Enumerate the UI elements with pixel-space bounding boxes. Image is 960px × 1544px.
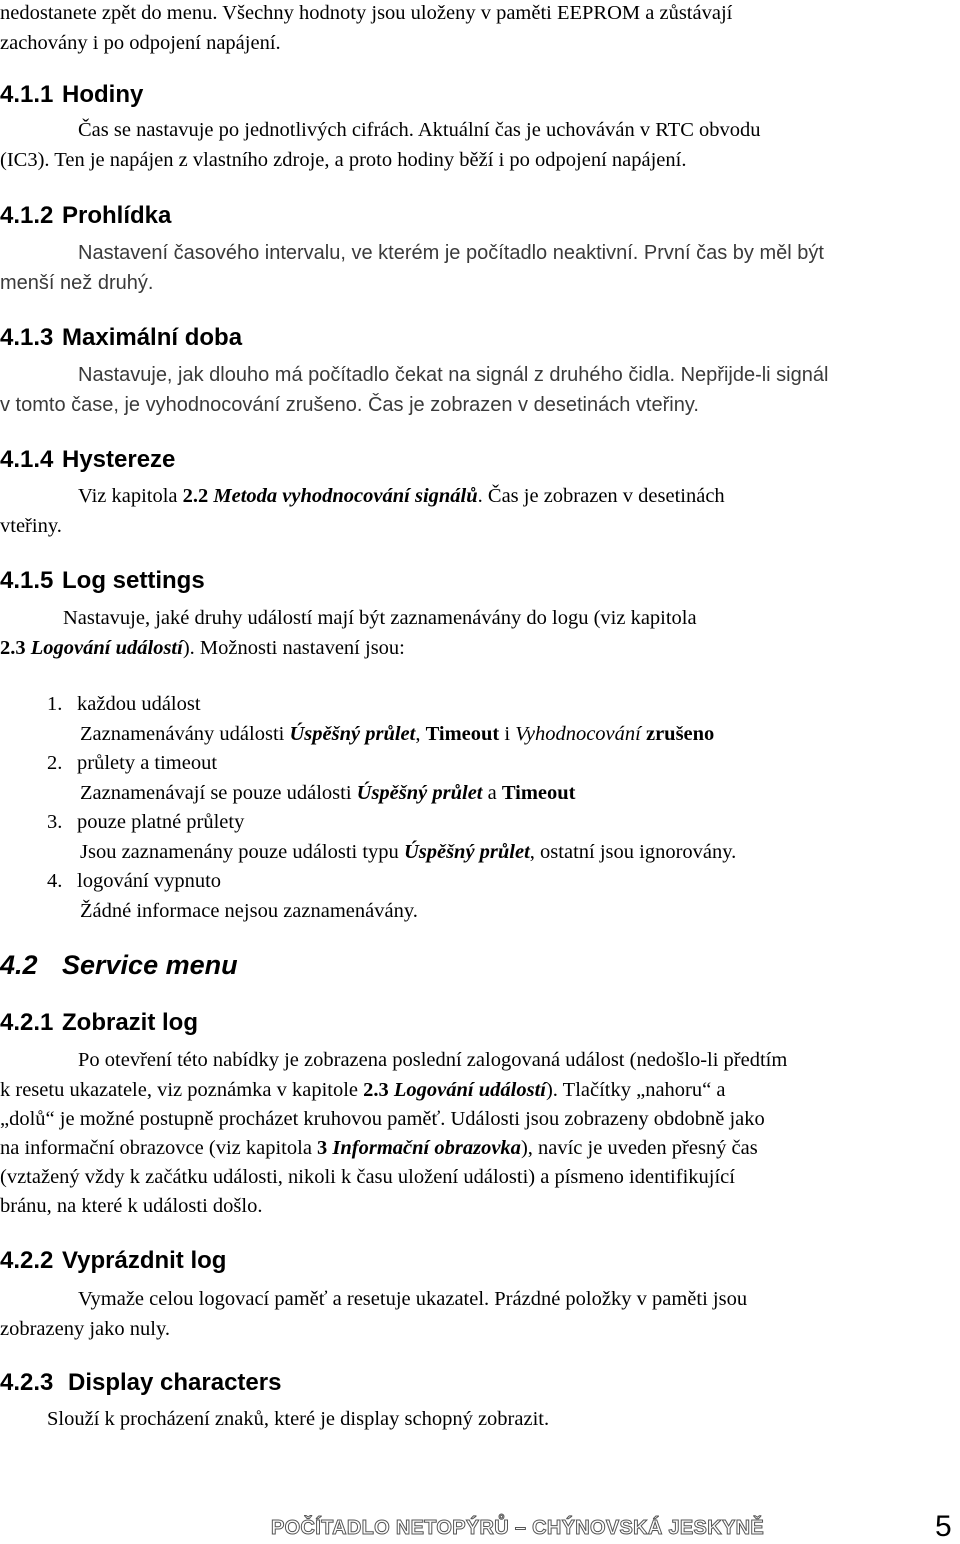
- paragraph-line: Po otevření této nabídky je zobrazena poslední zalogovaná událost (nedošlo-li předtím: [78, 1049, 788, 1071]
- text-run: ). Tlačítky „nahoru“ a: [545, 1079, 726, 1101]
- chapter-ref-title: Logování událostí: [388, 1079, 546, 1101]
- text-run: Zaznamenávají se pouze události: [80, 782, 357, 804]
- text-run: Viz kapitola: [78, 485, 183, 507]
- paragraph-line: [0, 635, 405, 661]
- paragraph-line: (vztažený vždy k začátku události, nikoli k času uložení události) a písmeno identifikující: [0, 1166, 735, 1188]
- section-number: 4.1.1: [0, 81, 54, 108]
- event-name: Vyhodnocování: [515, 723, 641, 745]
- list-description: [80, 780, 576, 806]
- chapter-ref-number: 3: [317, 1137, 328, 1159]
- list-item: [47, 691, 201, 717]
- text-run: , ostatní jsou ignorovány.: [529, 841, 737, 863]
- section-number: 4.2.2: [0, 1247, 54, 1274]
- event-name: Timeout: [425, 723, 500, 745]
- paragraph-line: Slouží k procházení znaků, které je display schopný zobrazit.: [47, 1408, 550, 1430]
- page-footer-title: POČÍTADLO NETOPÝRŮ – CHÝNOVSKÁ JESKYNĚ: [271, 1517, 764, 1539]
- paragraph-line: (IC3). Ten je napájen z vlastního zdroje, a proto hodiny běží i po odpojení napájení.: [0, 149, 687, 171]
- chapter-title: Service menu: [62, 950, 238, 980]
- list-item: [47, 809, 244, 835]
- section-number: 4.1.3: [0, 324, 54, 351]
- section-title: Log settings: [62, 567, 205, 594]
- paragraph-line: Nastavuje, jak dlouho má počítadlo čekat na signál z druhého čidla. Nepřijde-li signál: [78, 364, 829, 386]
- text-run: Zaznamenávány události: [80, 723, 290, 745]
- list-description: Žádné informace nejsou zaznamenávány.: [80, 900, 418, 922]
- chapter-ref-title: Metoda vyhodnocování signálů: [208, 485, 478, 507]
- chapter-ref-title: Logování událostí: [25, 637, 183, 659]
- paragraph-line: [78, 483, 725, 509]
- text-run: a: [482, 782, 502, 804]
- section-title: Zobrazit log: [62, 1009, 198, 1036]
- chapter-ref-number: 2.3: [363, 1079, 389, 1101]
- section-number: 4.1.4: [0, 446, 54, 473]
- section-heading-display-characters: [0, 1368, 281, 1398]
- chapter-ref-title: Informační obrazovka: [327, 1137, 521, 1159]
- paragraph-line: zobrazeny jako nuly.: [0, 1318, 171, 1340]
- section-title: Hystereze: [62, 446, 176, 473]
- intro-line: zachovány i po odpojení napájení.: [0, 32, 281, 54]
- text-run: k resetu ukazatele, viz poznámka v kapitole: [0, 1079, 364, 1101]
- list-description: [80, 839, 736, 865]
- section-title: Hodiny: [62, 81, 144, 108]
- paragraph-line: Čas se nastavuje po jednotlivých cifrách. Aktuální čas je uchováván v RTC obvodu: [78, 119, 761, 141]
- section-heading-maximalni-doba: [0, 323, 242, 353]
- section-number: 4.2.3: [0, 1369, 54, 1396]
- paragraph-line: [0, 1135, 758, 1161]
- list-number: 1.: [47, 693, 63, 715]
- paragraph-line: bránu, na které k události došlo.: [0, 1195, 263, 1217]
- chapter-ref-number: 2.2: [182, 485, 209, 507]
- event-name: zrušeno: [640, 723, 715, 745]
- section-number: 4.1.2: [0, 202, 54, 229]
- list-label: každou událost: [77, 693, 201, 715]
- paragraph-line: [0, 1077, 725, 1103]
- list-label: pouze platné průlety: [77, 811, 245, 833]
- text-run: ), navíc je uveden přesný čas: [520, 1137, 758, 1159]
- page-number: 5: [935, 1510, 952, 1543]
- list-item: [47, 868, 221, 894]
- section-title: Prohlídka: [62, 202, 172, 229]
- paragraph-line: Vymaže celou logovací paměť a resetuje ukazatel. Prázdné položky v paměti jsou: [78, 1288, 748, 1310]
- section-title: Maximální doba: [62, 324, 243, 351]
- paragraph-line: vteřiny.: [0, 515, 62, 537]
- section-heading-prohlidka: [0, 201, 171, 231]
- paragraph-line: Nastavuje, jaké druhy událostí mají být zaznamenávány do logu (viz kapitola: [63, 607, 697, 629]
- text-run: . Čas je zobrazen v desetinách: [477, 485, 725, 507]
- chapter-number: 4.2: [0, 950, 38, 980]
- section-heading-hodiny: [0, 80, 143, 110]
- chapter-heading-service-menu: [0, 948, 238, 982]
- text-run: Jsou zaznamenány pouze události typu: [80, 841, 404, 863]
- paragraph-line: Nastavení časového intervalu, ve kterém je počítadlo neaktivní. První čas by měl být: [78, 242, 824, 264]
- section-heading-zobrazit-log: [0, 1008, 198, 1038]
- intro-line: nedostanete zpět do menu. Všechny hodnoty jsou uloženy v paměti EEPROM a zůstávají: [0, 2, 733, 24]
- list-description: [80, 721, 714, 747]
- text-run: na informační obrazovce (viz kapitola: [0, 1137, 318, 1159]
- list-number: 3.: [47, 811, 63, 833]
- text-run: ). Možnosti nastavení jsou:: [182, 637, 405, 659]
- text-run: ,: [415, 723, 426, 745]
- section-title: Vyprázdnit log: [62, 1247, 227, 1274]
- event-name: Úspěšný průlet: [403, 841, 530, 863]
- paragraph-line: menší než druhý.: [0, 272, 154, 294]
- chapter-ref-number: 2.3: [0, 637, 26, 659]
- list-item: [47, 750, 217, 776]
- list-number: 2.: [47, 752, 63, 774]
- event-name: Úspěšný průlet: [289, 723, 416, 745]
- section-number: 4.2.1: [0, 1009, 54, 1036]
- list-number: 4.: [47, 870, 63, 892]
- section-heading-log-settings: [0, 566, 205, 596]
- section-heading-hystereze: [0, 445, 175, 475]
- list-label: logování vypnuto: [77, 870, 222, 892]
- paragraph-line: v tomto čase, je vyhodnocování zrušeno. Čas je zobrazen v desetinách vteřiny.: [0, 394, 699, 416]
- paragraph-line: „dolů“ je možné postupně procházet kruhovou paměť. Události jsou zobrazeny obdobně jako: [0, 1108, 765, 1130]
- section-heading-vyprazdnit-log: [0, 1246, 226, 1276]
- section-title: Display characters: [68, 1369, 282, 1396]
- text-run: i: [499, 723, 516, 745]
- event-name: Úspěšný průlet: [356, 782, 483, 804]
- list-label: průlety a timeout: [77, 752, 218, 774]
- section-number: 4.1.5: [0, 567, 54, 594]
- event-name: Timeout: [501, 782, 576, 804]
